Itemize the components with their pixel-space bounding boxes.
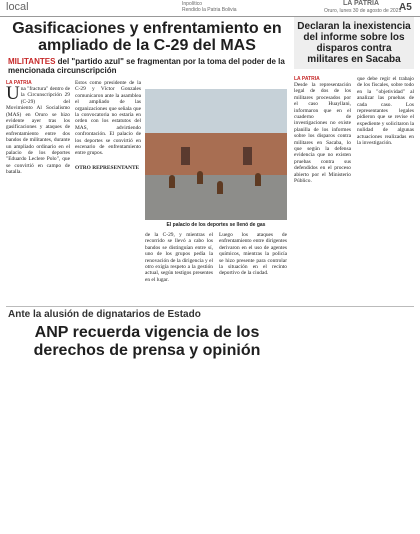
photo-person [197,171,203,184]
sidebar-byline: LA PATRIA [294,76,320,82]
article-subhead: OTRO REPRESENTANTE [75,164,140,171]
subtitle-highlight: MILITANTES [8,57,56,66]
column-text-2: Estos como presidente de la C-29 y Víctor Gonzales comunicaron ante la asamblea el ampliado de las organizaciones que señala que la convocatoria no estaría en orden con los estatutos del MAS, advirtiendo confrontación. El palacio de los deportes se convirtió en escenario de enfrentamiento entre grupos. [75,80,141,157]
article-byline: LA PATRIA [6,80,32,86]
photo-door [243,147,252,165]
column-text-1: na "fractura" dentro de la Circunscripción 29 (C-29) del Movimiento Al Socialismo (MAS) en Oruro se hizo evidente ayer tras los gasificaciones y ataques de enfrentamiento entre dos bandos de militantes, durante un ampliado ordinario en el palacio de los deportes "Eduardo Leclere Polo", que se convirtió en campo de batalla. [6,86,70,176]
page-number: A5 [399,2,412,13]
photo-caption: El palacio de los deportes se llenó de gas [166,222,266,228]
article-kicker: Ante la alusión de dignatarios de Estado [8,309,201,320]
page-header [0,0,420,17]
sidebar-title: Declaran la inexistencia del informe sobre los disparos contra militares en Sacaba [297,21,411,65]
photo-ground [145,175,287,220]
article-title: Gasificaciones y enfrentamiento en ampliado de la C-29 del MAS [12,20,282,54]
photo-door [181,147,190,165]
header-note-line1: Inpolítico [182,1,203,7]
sidebar-text-1: Desde la representación legal de dos de los militares procesados por el caso Huayllani, informaron que en el cuaderno de investigaciones no existe planilla de los informes sobre los disparos contra militares en Sacaba, lo que según la defensa evidencia que no existen pruebas contra sus defendidos en el proceso abierto por el Ministerio Público. [294,82,351,185]
sidebar-title-box [294,17,414,69]
photo-person [169,175,175,188]
drop-cap: U [6,83,20,104]
sidebar-column-1 [294,76,351,185]
article-photo [145,89,287,220]
subtitle-text: del "partido azul" se fragmentan por la toma del poder de la mencionada circunscripción [8,57,285,75]
sidebar-text-2: que debe regir el trabajo de los fiscales, sobre todo en la "objetividad" al analizar las pruebas de cada caso. Los representantes legales pidieron que se revise el expediente y solicitaron la nulidad de algunas actuaciones realizadas en la investigación. [357,76,414,147]
photo-building [145,133,287,175]
article-column-1 [6,80,70,176]
column-text-4: Luego los ataques de enfrentamiento entre dirigentes derivaron en el uso de agentes químicos, mientras la policía se hizo presente para controlar la situación en el recinto deportivo de la ciudad. [219,232,287,277]
column-text-3: de la C-29, y mientras el recorrido se llevó a cabo los bandos se distinguían entre sí, uno de los grupos pedía la renovación de la dirigencia y el otro exigía respeto a la gestión actual, según testigos presentes en el lugar. [145,232,213,283]
section-name: local [6,1,29,13]
article-column-3 [145,232,213,283]
issue-date: Oruro, lunes 30 de agosto de 2021 [324,8,402,14]
photo-person [217,181,223,194]
article-subtitle [8,57,290,75]
newspaper-brand: LA PATRIA [343,0,380,7]
header-note-line2: Rendido la Patria Bolivia [182,7,237,13]
article-column-2 [75,80,141,171]
article-title: ANP recuerda vigencia de los derechos de prensa y opinión [33,324,261,359]
section-divider [6,306,414,307]
photo-person [255,173,261,186]
header-note [182,1,236,13]
sidebar-column-2 [357,76,414,146]
article-column-4 [219,232,287,277]
